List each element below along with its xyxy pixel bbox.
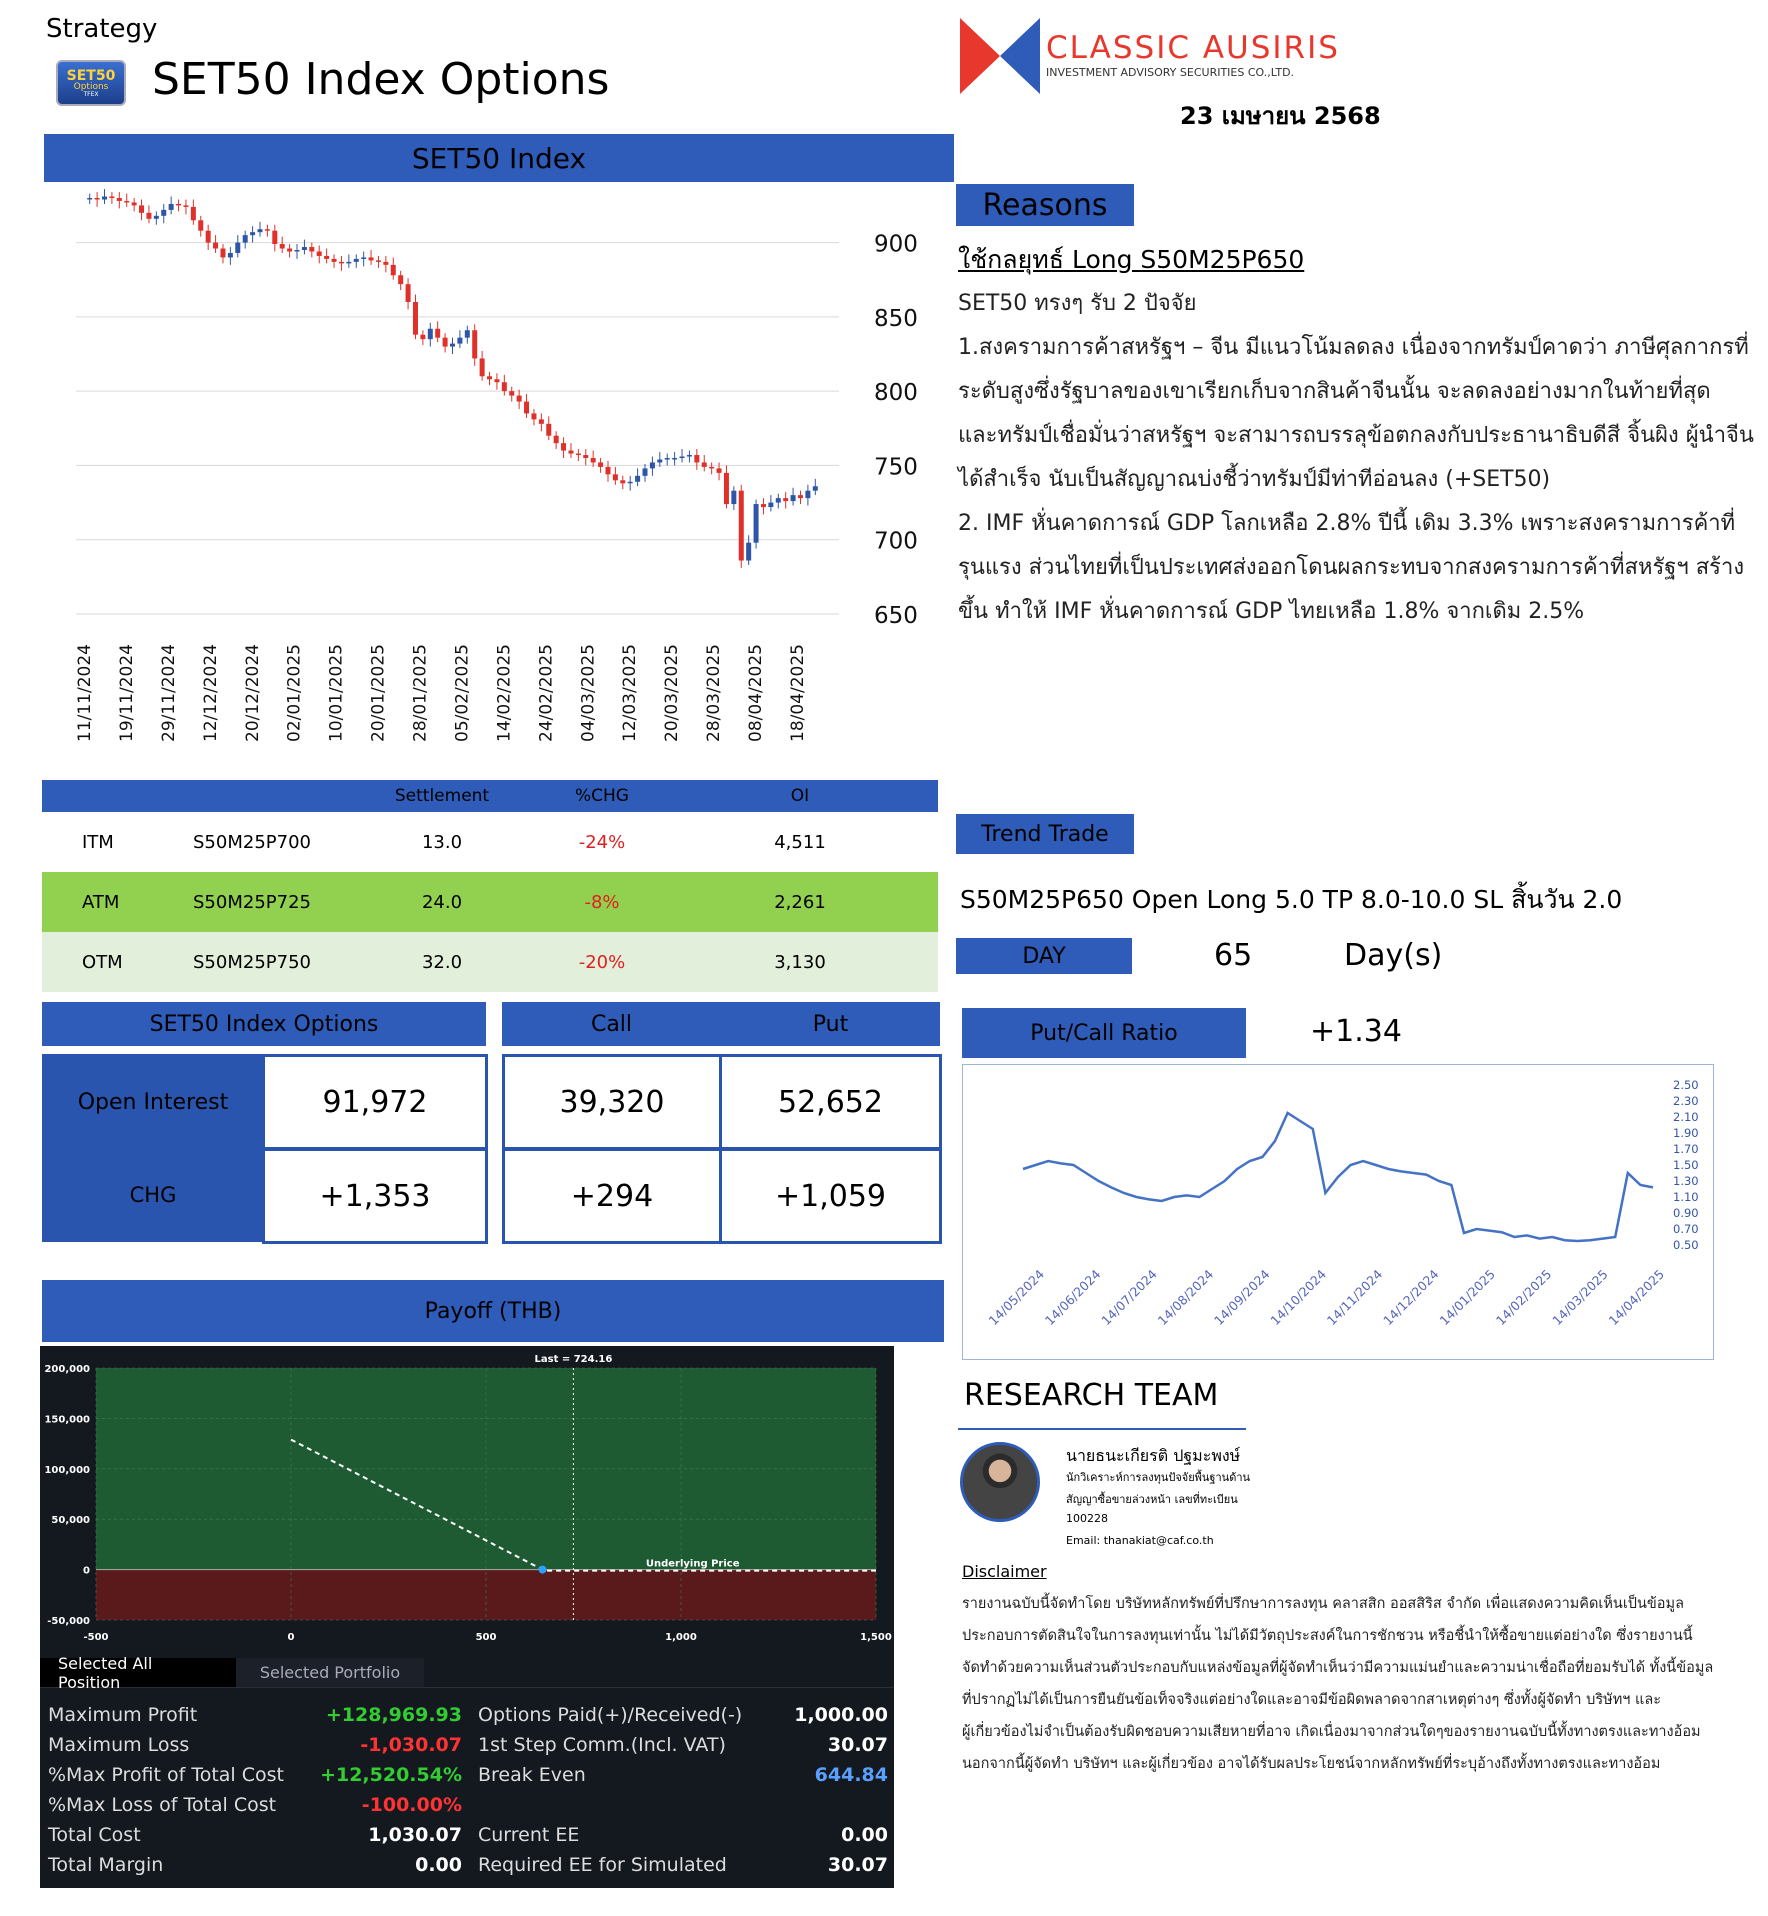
candle-body [265,229,270,231]
candle-body [354,259,359,262]
x-tick-label: 12/12/2024 [200,644,221,742]
candle-body [613,474,618,480]
oi-total: 91,972 [262,1054,488,1150]
candle-body [420,335,425,339]
candle-body [717,468,722,472]
payoff-stat-label: Total Cost [48,1824,141,1846]
y-tick-label: 750 [874,454,918,481]
call-put-header: Call Put [502,1002,940,1046]
payoff-stat-value: +128,969.93 [325,1704,462,1726]
y-tick-label: 2.10 [1673,1110,1699,1124]
x-tick-label: 14/01/2025 [1436,1266,1499,1329]
candle-body [206,231,211,243]
table-row: OTM S50M25P750 32.0 -20% 3,130 [42,932,938,992]
x-tick-label: 14/10/2024 [1267,1266,1329,1329]
candle-body [650,462,655,468]
analyst-name: นายธนะเกียรติ ปฐมะพงษ์ [1066,1446,1241,1465]
analyst-email: Email: thanakiat@caf.co.th [1066,1534,1214,1547]
set50-candlestick-chart [44,186,944,756]
candle-body [680,457,685,459]
set50-options-logo: SET50 Options TFEX [56,60,126,106]
pcr-value: +1.34 [1310,1014,1402,1049]
payoff-stat-value: 644.84 [814,1764,888,1786]
candle-body [561,443,566,450]
reason-line: และทรัมป์เชื่อมั่นว่าสหรัฐฯ จะสามารถบรรลุข้อตกลงกับประธานาธิบดีสี จิ้นผิง ผู้นำจีน [958,423,1754,448]
candle-body [813,486,818,490]
reason-line: ขึ้น ทำให้ IMF หั่นคาดการณ์ GDP ไทยเหลือ 1.8% จากเดิม 2.5% [958,599,1585,624]
candle-body [435,329,440,338]
payoff-stat-label: Break Even [478,1764,586,1786]
payoff-stat-value: 30.07 [827,1734,888,1756]
reason-line: รุนแรง ส่วนไทยที่เป็นประเทศส่งออกโดนผลกระทบจากสงครามการค้าที่สหรัฐฯ สร้าง [958,555,1745,580]
candle-body [228,253,233,257]
x-tick-label: 18/04/2025 [788,644,808,742]
x-tick-label: 04/03/2025 [578,644,599,742]
x-tick-label: 08/04/2025 [746,644,767,742]
candle-body [383,262,388,265]
candle-body [391,265,396,275]
last-price-label: Last = 724.16 [534,1354,613,1365]
candle-body [332,259,337,262]
tab-selected-all-position[interactable]: Selected All Position [40,1658,236,1687]
y-tick-label: 200,000 [44,1364,90,1375]
payoff-stat-row [478,1790,888,1820]
payoff-tabs [40,1653,894,1692]
candle-body [198,220,203,230]
candle-body [132,202,137,205]
x-tick-label: 1,000 [665,1632,697,1643]
candle-body [620,480,625,483]
disclaimer-line: ที่ปรากฏไม่ได้เป็นการยืนยันข้อเท็จจริงแต่อย่างใดและอาจมีข้อผิดพลาดจากสาเหตุต่างๆ ซึ่งทั้งผู้จัดทำ บริษัทฯ และ [962,1692,1662,1708]
payoff-stat-label: Current EE [478,1824,580,1846]
candle-body [450,344,455,347]
x-tick-label: 28/01/2025 [410,644,431,742]
oi-put: 52,652 [719,1054,942,1150]
series-table-header: Settlement %CHG OI [42,780,938,812]
x-tick-label: 20/12/2024 [242,644,263,742]
candle-body [531,413,536,419]
candle-body [295,250,300,252]
x-tick-label: 19/11/2024 [116,644,137,742]
reason-line: SET50 ทรงๆ รับ 2 ปัจจัย [958,291,1197,316]
candle-body [235,243,240,253]
candle-body [398,275,403,284]
x-tick-label: 14/03/2025 [1549,1266,1611,1329]
x-tick-label: 1,500 [860,1632,892,1643]
candle-body [457,338,462,344]
y-tick-label: 1.70 [1673,1142,1699,1156]
candle-body [146,213,151,219]
trend-signal: S50M25P650 Open Long 5.0 TP 8.0-10.0 SL สิ้นวัน 2.0 [960,885,1623,914]
candle-body [591,458,596,462]
y-tick-label: 0.90 [1673,1206,1699,1220]
candle-body [546,424,551,436]
candle-body [443,338,448,347]
candle-body [243,235,248,242]
candle-body [176,204,181,206]
candle-body [95,198,100,200]
candle-body [509,391,514,395]
research-divider [958,1428,1246,1430]
x-tick-label: 20/01/2025 [368,644,389,742]
report-date: 23 เมษายน 2568 [1180,102,1381,130]
x-tick-label: 05/02/2025 [452,644,473,742]
x-tick-label: 0 [287,1632,295,1643]
disclaimer-line: รายงานฉบับนี้จัดทำโดย บริษัทหลักทรัพย์ที่ปรึกษาการลงทุน คลาสสิก ออสสิริส จำกัด เพื่อแสดงความคิดเห็นเป็นข้อมูล [962,1596,1684,1612]
analyst-license: 100228 [1066,1512,1108,1525]
payoff-stat-label: Maximum Profit [48,1704,198,1726]
page-title: SET50 Index Options [152,54,610,105]
payoff-stat-value: -100.00% [361,1794,462,1816]
candle-body [346,262,351,264]
y-tick-label: 850 [874,305,918,332]
reasons-body [958,282,1754,634]
candle-body [406,284,411,302]
x-tick-label: 29/11/2024 [158,644,179,742]
candle-body [598,462,603,466]
strategy-heading: ใช้กลยุทธ์ Long S50M25P650 [958,245,1305,274]
candle-body [109,197,114,199]
payoff-stat-value: 0.00 [841,1824,888,1846]
x-tick-label: 14/11/2024 [1323,1266,1386,1329]
payoff-stat-value: 30.07 [827,1854,888,1876]
candle-body [583,455,588,458]
company-name: CLASSIC AUSIRIS [1046,30,1340,66]
candle-body [413,302,418,335]
avatar [960,1442,1040,1522]
candle-body [154,216,159,219]
payoff-chart [40,1346,894,1648]
disclaimer-body [962,1588,1752,1780]
candle-body [302,247,307,250]
candle-body [309,247,314,251]
payoff-stat-label: Total Margin [48,1854,164,1876]
payoff-title: Payoff (THB) [42,1280,944,1342]
candle-body [280,244,285,248]
candle-body [524,402,529,414]
candle-body [635,476,640,482]
candle-body [768,503,773,507]
x-tick-label: 14/09/2024 [1211,1266,1273,1329]
candle-body [554,436,559,443]
candle-body [628,482,633,484]
x-tick-label: 14/04/2025 [1605,1266,1668,1329]
candle-body [539,419,544,423]
y-tick-label: 2.50 [1673,1078,1699,1092]
candle-body [376,260,381,262]
x-tick-label: 12/03/2025 [620,644,641,742]
open-interest-label: Open Interest [42,1054,264,1150]
company-logo-icon [960,18,1040,94]
candle-body [731,491,736,504]
chg-put: +1,059 [719,1148,942,1244]
payoff-stat-value: 1,030.07 [368,1824,462,1846]
candle-body [250,232,255,235]
y-tick-label: 650 [874,603,918,629]
payoff-stat-value: -1,030.07 [360,1734,462,1756]
analyst-role2: สัญญาซื้อขายล่วงหน้า เลขที่ทะเบียน [1066,1493,1238,1506]
candle-body [657,459,662,462]
candle-body [702,462,707,466]
candle-body [739,491,744,561]
break-even-point [538,1566,546,1574]
x-tick-label: 14/06/2024 [1041,1266,1104,1329]
day-label: DAY [956,938,1132,974]
candle-body [220,249,225,258]
reason-line: ได้สำเร็จ นับเป็นสัญญาณบ่งชี้ว่าทรัมป์มีท่าทีอ่อนลง (+SET50) [958,467,1551,492]
y-tick-label: 700 [874,528,918,555]
y-tick-label: 100,000 [44,1464,90,1476]
candle-body [257,229,262,232]
pcr-line-chart [962,1064,1714,1360]
candle-body [102,197,107,200]
x-tick-label: 20/03/2025 [662,644,683,742]
candle-body [480,358,485,376]
candle-body [324,256,329,259]
disclaimer-line: จัดทำด้วยความเห็นส่วนตัวประกอบกับแหล่งข้อมูลที่ผู้จัดทำเห็นว่ามีความแม่นยำและความน่าเชื่อถือที่ยอมรับได้ ทั้งนี้ข้อมูล [962,1660,1714,1676]
company-subtitle: INVESTMENT ADVISORY SECURITIES CO.,LTD. [1046,66,1295,79]
y-tick-label: 2.30 [1673,1094,1699,1108]
x-tick-label: 14/08/2024 [1154,1266,1217,1329]
reason-line: ระดับสูงซึ่งรัฐบาลของเขาเรียกเก็บจากสินค้าจีนนั้น จะลดลงอย่างมากในท้ายที่สุด [958,379,1711,404]
payoff-stat-row [48,1850,462,1880]
payoff-stat-row [48,1760,462,1790]
payoff-stat-row [48,1790,462,1820]
payoff-stats-left [48,1700,462,1880]
candle-body [191,207,196,220]
candle-body [169,204,174,210]
candle-body [183,205,188,207]
x-tick-label: 14/05/2024 [985,1266,1048,1329]
x-tick-label: 14/02/2025 [1492,1266,1555,1329]
y-tick-label: 1.90 [1673,1126,1699,1140]
y-tick-label: -50,000 [47,1616,90,1627]
disclaimer-line: ประกอบการตัดสินใจในการลงทุนเท่านั้น ไม่ได้มีวัตถุประสงค์ในการชักชวน หรือชี้นำให้ซื้อขายแต่อย่างใด ซึ่งรายงานนี้ [962,1628,1693,1644]
payoff-stat-value: +12,520.54% [320,1764,462,1786]
candle-body [672,458,677,460]
y-tick-label: 800 [874,380,918,407]
candle-body [724,473,729,504]
day-value: 65 [1214,938,1253,973]
y-tick-label: 50,000 [51,1515,90,1527]
payoff-stat-label: %Max Profit of Total Cost [48,1764,284,1786]
x-tick-label: 10/01/2025 [326,644,347,742]
y-tick-label: 150,000 [44,1414,90,1426]
y-tick-label: 0 [83,1565,90,1577]
strategy-label: Strategy [46,14,158,44]
candle-body [709,467,714,469]
candle-body [213,243,218,249]
payoff-stat-value: 0.00 [415,1854,462,1876]
payoff-stat-label: Maximum Loss [48,1734,190,1756]
payoff-stat-row [478,1700,888,1730]
candle-body [487,376,492,379]
candle-body [465,330,470,337]
payoff-stat-row [48,1700,462,1730]
reason-line: 2. IMF หั่นคาดการณ์ GDP โลกเหลือ 2.8% ปีนี้ เดิม 3.3% เพราะสงครามการค้าที่ [958,511,1736,536]
x-tick-label: 14/02/2025 [494,644,515,742]
research-team-title: RESEARCH TEAM [964,1378,1219,1413]
x-tick-label: 14/07/2024 [1098,1266,1160,1329]
x-tick-label: -500 [83,1632,109,1643]
tab-selected-portfolio[interactable]: Selected Portfolio [236,1658,424,1687]
candle-body [687,455,692,457]
analyst-role1: นักวิเคราะห์การลงทุนปัจจัยพื้นฐานด้าน [1066,1471,1251,1484]
chg-label: CHG [42,1148,264,1242]
x-tick-label: 11/11/2024 [75,644,95,742]
payoff-stat-row [478,1820,888,1850]
underlying-price-label: Underlying Price [645,1558,740,1570]
payoff-stats-right [478,1700,888,1880]
candle-body [369,257,374,260]
candle-body [361,257,366,259]
disclaimer-title: Disclaimer [962,1562,1047,1581]
payoff-stat-row [48,1730,462,1760]
x-tick-label: 500 [475,1632,497,1643]
disclaimer-line: นอกจากนี้ผู้จัดทำ บริษัทฯ และผู้เกี่ยวข้อง อาจได้รับผลประโยชน์จากหลักทรัพย์ที่ระบุอ้างถึงทั้งทางตรงและทางอ้อม [962,1756,1661,1772]
x-tick-label: 24/02/2025 [536,644,557,742]
candle-body [517,396,522,402]
candle-body [576,454,581,456]
oi-call: 39,320 [502,1054,722,1150]
candle-body [124,201,129,203]
candle-body [494,379,499,382]
candle-body [502,382,507,391]
payoff-stat-value: 1,000.00 [794,1704,888,1726]
candle-body [754,504,759,543]
series-table [42,780,938,992]
candle-body [805,491,810,498]
disclaimer-line: ผู้เกี่ยวข้องไม่จำเป็นต้องรับผิดชอบความเสียหายที่อาจ เกิดเนื่องมาจากส่วนใดๆของรายงานฉบับนี้ทั้งทางตรงและทางอ้อม [962,1724,1701,1740]
candle-body [287,249,292,252]
candle-body [317,251,322,255]
chg-total: +1,353 [262,1148,488,1244]
candle-body [87,198,92,200]
payoff-stat-row [478,1730,888,1760]
pcr-series-line [1023,1113,1653,1241]
y-tick-label: 900 [874,231,918,258]
candle-body [161,210,166,216]
index-chart-title: SET50 Index [44,134,954,182]
candle-body [605,467,610,474]
candle-body [791,495,796,501]
candle-body [798,495,803,498]
y-tick-label: 1.10 [1673,1190,1699,1204]
candle-body [139,205,144,212]
y-tick-label: 1.30 [1673,1174,1699,1188]
candle-body [746,543,751,561]
candle-body [761,504,766,507]
table-row: ATM S50M25P725 24.0 -8% 2,261 [42,872,938,932]
candle-body [568,451,573,454]
x-tick-label: 02/01/2025 [284,644,305,742]
candle-body [694,455,699,462]
table-row: ITM S50M25P700 13.0 -24% 4,511 [42,812,938,872]
payoff-panel [40,1346,894,1888]
payoff-stat-label: Options Paid(+)/Received(-) [478,1704,743,1726]
y-tick-label: 1.50 [1673,1158,1699,1172]
reasons-title: Reasons [956,184,1134,226]
candle-body [339,262,344,264]
candle-body [783,498,788,501]
x-tick-label: 28/03/2025 [704,644,725,742]
candle-body [428,329,433,339]
candle-body [117,198,122,201]
candle-body [665,458,670,460]
oi-section-title: SET50 Index Options [42,1002,486,1046]
trend-trade-title: Trend Trade [956,814,1134,854]
candle-body [272,231,277,244]
reason-line: 1.สงครามการค้าสหรัฐฯ – จีน มีแนวโน้มลดลง เนื่องจากทรัมป์คาดว่า ภาษีศุลกากรที่ [958,335,1749,360]
payoff-stat-row [478,1850,888,1880]
candle-body [776,498,781,502]
candle-body [472,330,477,358]
day-unit: Day(s) [1344,938,1443,973]
payoff-stat-row [478,1760,888,1790]
payoff-stat-row [48,1820,462,1850]
pcr-label: Put/Call Ratio [962,1008,1246,1058]
y-tick-label: 0.50 [1673,1238,1699,1252]
payoff-stat-label: %Max Loss of Total Cost [48,1794,277,1816]
payoff-stat-label: Required EE for Simulated [478,1854,727,1876]
payoff-stat-label: 1st Step Comm.(Incl. VAT) [478,1734,726,1756]
chg-call: +294 [502,1148,722,1244]
loss-zone [96,1570,876,1620]
x-tick-label: 14/12/2024 [1380,1266,1442,1329]
y-tick-label: 0.70 [1673,1222,1699,1236]
candle-body [643,468,648,475]
